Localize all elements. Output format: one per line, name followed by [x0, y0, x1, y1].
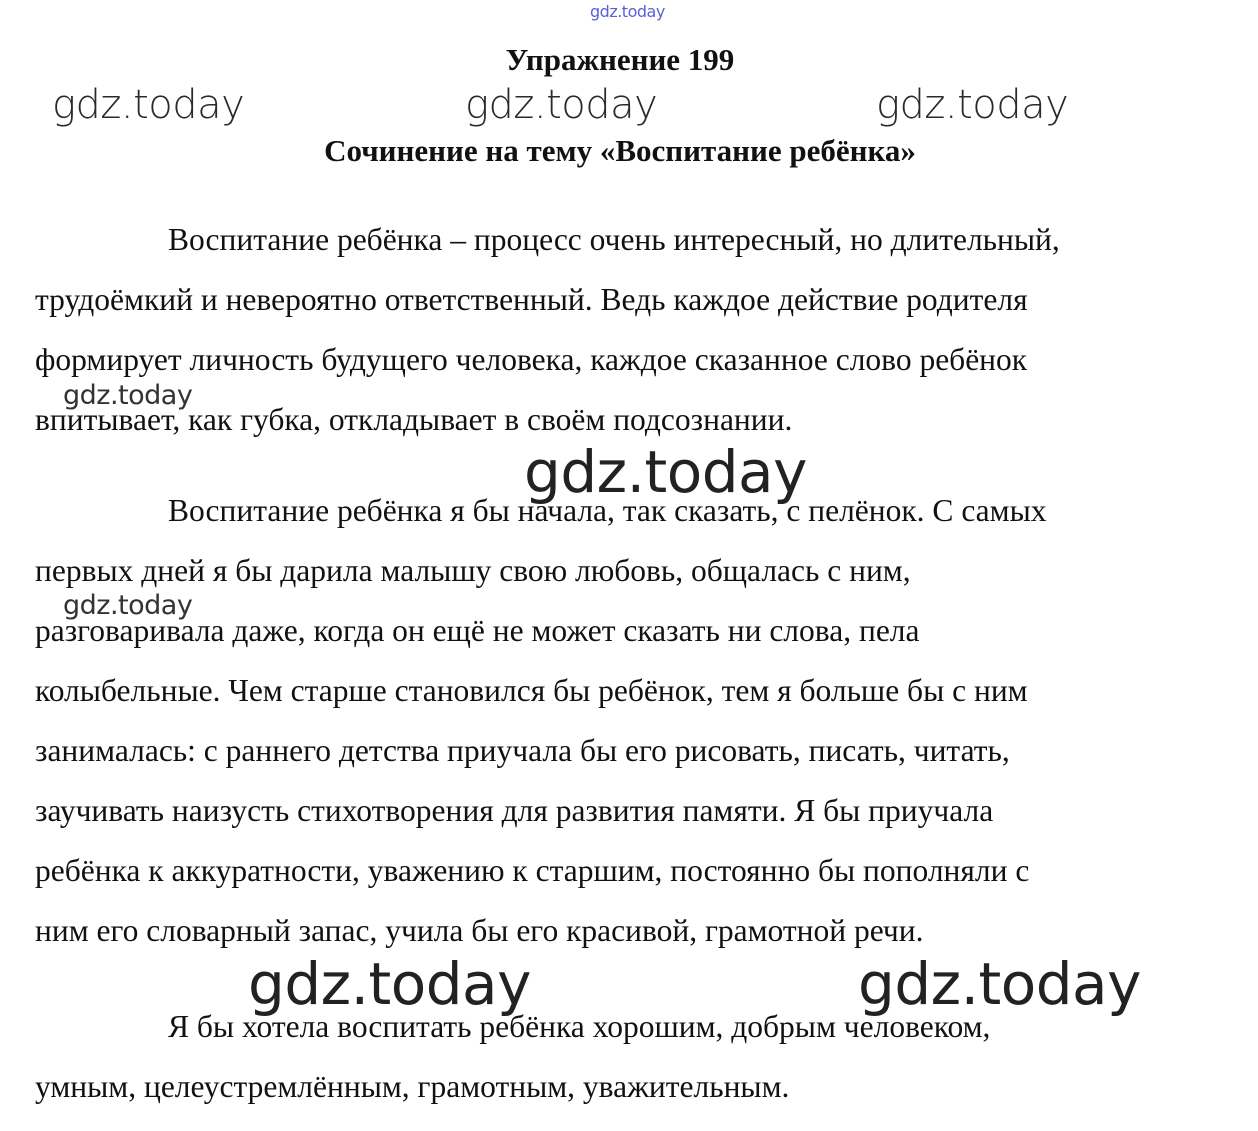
text-line: трудоёмкий и невероятно ответственный. Ведь каждое действие родителя [35, 282, 1028, 317]
top-watermark: gdz.today [590, 2, 665, 21]
watermark: gdz.today [465, 82, 658, 128]
text-line: умным, целеустремлённым, грамотным, уважительным. [35, 1069, 790, 1104]
watermark: gdz.today [248, 950, 531, 1018]
paragraph-3 [35, 997, 1185, 1117]
text-line: заучивать наизусть стихотворения для развития памяти. Я бы приучала [35, 793, 994, 828]
text-line: ребёнка к аккуратности, уважению к старшим, постоянно бы пополняли с [35, 853, 1030, 888]
text-line: ним его словарный запас, учила бы его красивой, грамотной речи. [35, 913, 924, 948]
watermark: gdz.today [63, 380, 193, 411]
watermark: gdz.today [858, 950, 1141, 1018]
text-line: первых дней я бы дарила малышу свою любовь, общалась с ним, [35, 553, 911, 588]
text-line: разговаривала даже, когда он ещё не может сказать ни слова, пела [35, 613, 920, 648]
watermark: gdz.today [63, 590, 193, 621]
watermark: gdz.today [876, 82, 1069, 128]
text-line: Воспитание ребёнка я бы начала, так сказать, с пелёнок. С самых [168, 493, 1047, 528]
text-line: Я бы хотела воспитать ребёнка хорошим, добрым человеком, [168, 1009, 991, 1044]
paragraph-1 [35, 210, 1185, 450]
exercise-title: Упражнение 199 [505, 42, 735, 77]
watermark: gdz.today [524, 438, 807, 506]
text-line: Воспитание ребёнка – процесс очень интересный, но длительный, [168, 222, 1060, 257]
text-line: формирует личность будущего человека, каждое сказанное слово ребёнок [35, 342, 1028, 377]
watermark: gdz.today [52, 82, 245, 128]
paragraph-2 [35, 481, 1185, 961]
text-line: колыбельные. Чем старше становился бы ребёнок, тем я больше бы с ним [35, 673, 1028, 708]
text-line: впитывает, как губка, откладывает в своём подсознании. [35, 402, 793, 437]
essay-title: Сочинение на тему «Воспитание ребёнка» [324, 133, 916, 168]
text-line: занималась: с раннего детства приучала бы его рисовать, писать, читать, [35, 733, 1010, 768]
